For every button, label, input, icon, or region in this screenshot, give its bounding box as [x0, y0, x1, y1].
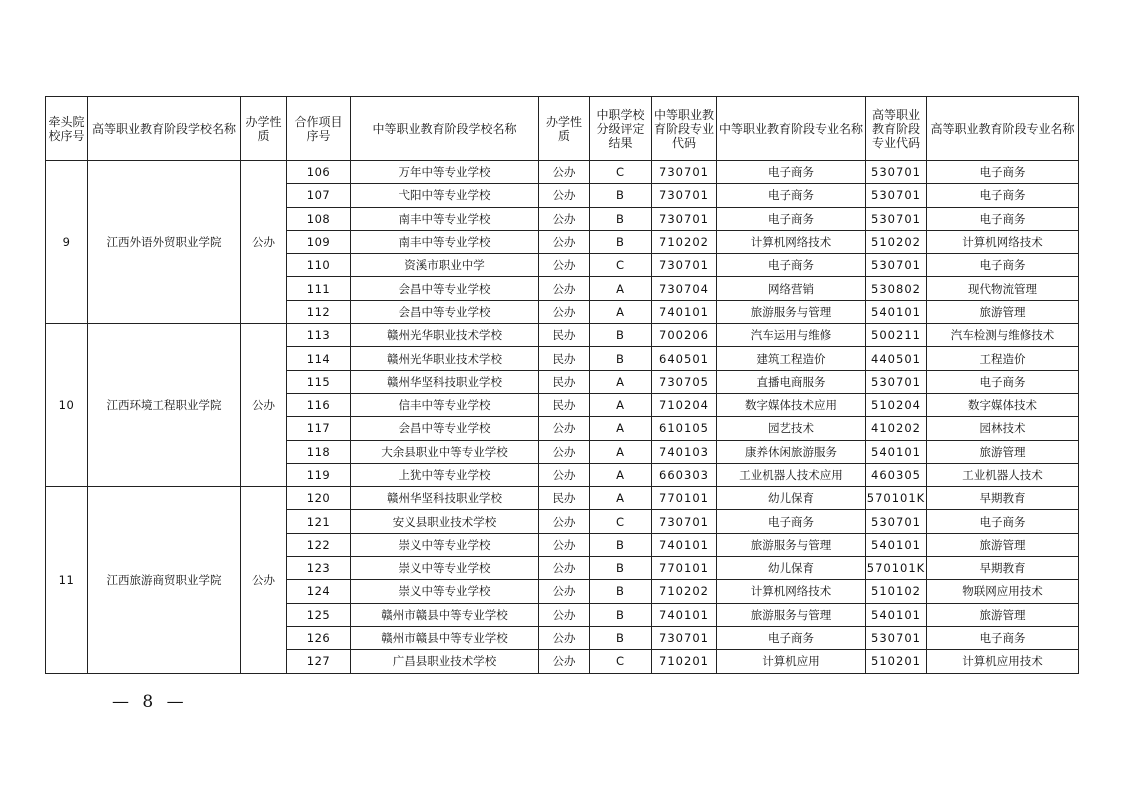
- high-code-cell: 510204: [866, 393, 927, 416]
- high-code-cell: 510102: [866, 580, 927, 603]
- mid-nature-cell: 公办: [539, 603, 590, 626]
- high-code-cell: 570101K: [866, 557, 927, 580]
- high-major-cell: 旅游管理: [927, 603, 1079, 626]
- project-id-cell: 118: [287, 440, 351, 463]
- mid-major-cell: 旅游服务与管理: [717, 533, 866, 556]
- high-code-cell: 440501: [866, 347, 927, 370]
- table-row: [46, 487, 1079, 510]
- grade-cell: B: [590, 603, 652, 626]
- high-code-cell: 570101K: [866, 487, 927, 510]
- project-id-cell: 117: [287, 417, 351, 440]
- grade-cell: B: [590, 230, 652, 253]
- mid-nature-cell: 公办: [539, 440, 590, 463]
- header-project-id: 合作项目序号: [287, 97, 351, 161]
- grade-cell: A: [590, 417, 652, 440]
- header-mid-nature: 办学性质: [539, 97, 590, 161]
- project-id-cell: 121: [287, 510, 351, 533]
- high-major-cell: 早期教育: [927, 557, 1079, 580]
- mid-major-cell: 电子商务: [717, 254, 866, 277]
- mid-code-cell: 730701: [652, 626, 717, 649]
- mid-school-cell: 大余县职业中等专业学校: [351, 440, 539, 463]
- project-id-cell: 115: [287, 370, 351, 393]
- mid-code-cell: 730705: [652, 370, 717, 393]
- high-major-cell: 电子商务: [927, 370, 1079, 393]
- mid-major-cell: 工业机器人技术应用: [717, 463, 866, 486]
- header-mid-major: 中等职业教育阶段专业名称: [717, 97, 866, 161]
- mid-school-cell: 赣州光华职业技术学校: [351, 347, 539, 370]
- mid-school-cell: 崇义中等专业学校: [351, 557, 539, 580]
- mid-nature-cell: 民办: [539, 487, 590, 510]
- mid-code-cell: 740101: [652, 533, 717, 556]
- high-major-cell: 物联网应用技术: [927, 580, 1079, 603]
- mid-nature-cell: 公办: [539, 277, 590, 300]
- grade-cell: C: [590, 254, 652, 277]
- high-major-cell: 电子商务: [927, 161, 1079, 184]
- higher-school-cell: 江西旅游商贸职业学院: [88, 487, 241, 673]
- header-high-major: 高等职业教育阶段专业名称: [927, 97, 1079, 161]
- high-major-cell: 工业机器人技术: [927, 463, 1079, 486]
- mid-major-cell: 幼儿保育: [717, 557, 866, 580]
- higher-nature-cell: 公办: [241, 487, 287, 673]
- high-major-cell: 旅游管理: [927, 533, 1079, 556]
- high-code-cell: 530701: [866, 254, 927, 277]
- higher-nature-cell: 公办: [241, 324, 287, 487]
- mid-school-cell: 赣州市赣县中等专业学校: [351, 603, 539, 626]
- mid-major-cell: 汽车运用与维修: [717, 324, 866, 347]
- header-higher-nature: 办学性质: [241, 97, 287, 161]
- grade-cell: B: [590, 324, 652, 347]
- mid-major-cell: 电子商务: [717, 161, 866, 184]
- mid-nature-cell: 公办: [539, 207, 590, 230]
- lead-seq-cell: 9: [46, 161, 88, 324]
- higher-nature-cell: 公办: [241, 161, 287, 324]
- grade-cell: C: [590, 510, 652, 533]
- mid-school-cell: 万年中等专业学校: [351, 161, 539, 184]
- mid-major-cell: 电子商务: [717, 207, 866, 230]
- mid-major-cell: 幼儿保育: [717, 487, 866, 510]
- high-code-cell: 530701: [866, 207, 927, 230]
- project-id-cell: 127: [287, 650, 351, 673]
- project-id-cell: 114: [287, 347, 351, 370]
- lead-seq-cell: 10: [46, 324, 88, 487]
- mid-code-cell: 640501: [652, 347, 717, 370]
- mid-code-cell: 740101: [652, 300, 717, 323]
- high-code-cell: 530701: [866, 626, 927, 649]
- mid-school-cell: 赣州华坚科技职业学校: [351, 370, 539, 393]
- mid-major-cell: 计算机网络技术: [717, 580, 866, 603]
- mid-nature-cell: 公办: [539, 254, 590, 277]
- mid-nature-cell: 公办: [539, 230, 590, 253]
- grade-cell: A: [590, 277, 652, 300]
- mid-code-cell: 730701: [652, 184, 717, 207]
- mid-code-cell: 660303: [652, 463, 717, 486]
- mid-nature-cell: 公办: [539, 580, 590, 603]
- mid-major-cell: 计算机网络技术: [717, 230, 866, 253]
- mid-school-cell: 赣州华坚科技职业学校: [351, 487, 539, 510]
- lead-seq-cell: 11: [46, 487, 88, 673]
- mid-nature-cell: 公办: [539, 557, 590, 580]
- grade-cell: B: [590, 184, 652, 207]
- mid-school-cell: 崇义中等专业学校: [351, 580, 539, 603]
- project-id-cell: 116: [287, 393, 351, 416]
- high-code-cell: 540101: [866, 603, 927, 626]
- header-lead-seq: 牵头院校序号: [46, 97, 88, 161]
- mid-major-cell: 电子商务: [717, 510, 866, 533]
- project-id-cell: 124: [287, 580, 351, 603]
- mid-nature-cell: 公办: [539, 184, 590, 207]
- project-id-cell: 123: [287, 557, 351, 580]
- cooperation-table: [45, 96, 1079, 674]
- high-code-cell: 530701: [866, 161, 927, 184]
- project-id-cell: 110: [287, 254, 351, 277]
- header-grade: 中职学校分级评定结果: [590, 97, 652, 161]
- high-major-cell: 数字媒体技术: [927, 393, 1079, 416]
- mid-code-cell: 730704: [652, 277, 717, 300]
- high-code-cell: 510202: [866, 230, 927, 253]
- mid-school-cell: 崇义中等专业学校: [351, 533, 539, 556]
- mid-code-cell: 730701: [652, 207, 717, 230]
- mid-code-cell: 770101: [652, 557, 717, 580]
- mid-major-cell: 计算机应用: [717, 650, 866, 673]
- mid-school-cell: 会昌中等专业学校: [351, 277, 539, 300]
- mid-code-cell: 730701: [652, 510, 717, 533]
- mid-code-cell: 710202: [652, 230, 717, 253]
- mid-major-cell: 电子商务: [717, 626, 866, 649]
- grade-cell: C: [590, 161, 652, 184]
- mid-school-cell: 赣州光华职业技术学校: [351, 324, 539, 347]
- high-code-cell: 540101: [866, 533, 927, 556]
- mid-major-cell: 电子商务: [717, 184, 866, 207]
- project-id-cell: 108: [287, 207, 351, 230]
- high-code-cell: 530701: [866, 370, 927, 393]
- high-major-cell: 电子商务: [927, 184, 1079, 207]
- high-code-cell: 530802: [866, 277, 927, 300]
- mid-code-cell: 700206: [652, 324, 717, 347]
- table-row: [46, 324, 1079, 347]
- high-code-cell: 510201: [866, 650, 927, 673]
- mid-school-cell: 安义县职业技术学校: [351, 510, 539, 533]
- mid-nature-cell: 公办: [539, 533, 590, 556]
- project-id-cell: 109: [287, 230, 351, 253]
- grade-cell: A: [590, 440, 652, 463]
- high-code-cell: 460305: [866, 463, 927, 486]
- grade-cell: A: [590, 463, 652, 486]
- mid-major-cell: 旅游服务与管理: [717, 603, 866, 626]
- high-code-cell: 410202: [866, 417, 927, 440]
- high-major-cell: 电子商务: [927, 254, 1079, 277]
- mid-code-cell: 610105: [652, 417, 717, 440]
- mid-nature-cell: 民办: [539, 347, 590, 370]
- grade-cell: B: [590, 626, 652, 649]
- high-major-cell: 电子商务: [927, 207, 1079, 230]
- high-code-cell: 530701: [866, 510, 927, 533]
- header-row: [46, 97, 1079, 161]
- mid-major-cell: 网络营销: [717, 277, 866, 300]
- mid-code-cell: 770101: [652, 487, 717, 510]
- mid-nature-cell: 公办: [539, 300, 590, 323]
- mid-nature-cell: 民办: [539, 324, 590, 347]
- mid-code-cell: 710204: [652, 393, 717, 416]
- grade-cell: C: [590, 650, 652, 673]
- high-code-cell: 530701: [866, 184, 927, 207]
- mid-code-cell: 740101: [652, 603, 717, 626]
- project-id-cell: 111: [287, 277, 351, 300]
- mid-nature-cell: 公办: [539, 510, 590, 533]
- mid-code-cell: 730701: [652, 161, 717, 184]
- grade-cell: B: [590, 533, 652, 556]
- mid-major-cell: 旅游服务与管理: [717, 300, 866, 323]
- higher-school-cell: 江西环境工程职业学院: [88, 324, 241, 487]
- mid-school-cell: 上犹中等专业学校: [351, 463, 539, 486]
- mid-nature-cell: 公办: [539, 626, 590, 649]
- project-id-cell: 112: [287, 300, 351, 323]
- page-number: — 8 —: [112, 692, 188, 712]
- table-body: [46, 161, 1079, 674]
- high-major-cell: 计算机网络技术: [927, 230, 1079, 253]
- high-major-cell: 汽车检测与维修技术: [927, 324, 1079, 347]
- mid-school-cell: 南丰中等专业学校: [351, 207, 539, 230]
- project-id-cell: 113: [287, 324, 351, 347]
- project-id-cell: 119: [287, 463, 351, 486]
- mid-school-cell: 资溪市职业中学: [351, 254, 539, 277]
- high-major-cell: 旅游管理: [927, 440, 1079, 463]
- mid-code-cell: 740103: [652, 440, 717, 463]
- mid-code-cell: 710202: [652, 580, 717, 603]
- grade-cell: B: [590, 557, 652, 580]
- mid-major-cell: 康养休闲旅游服务: [717, 440, 866, 463]
- mid-school-cell: 赣州市赣县中等专业学校: [351, 626, 539, 649]
- grade-cell: B: [590, 347, 652, 370]
- mid-nature-cell: 公办: [539, 417, 590, 440]
- project-id-cell: 107: [287, 184, 351, 207]
- high-major-cell: 园林技术: [927, 417, 1079, 440]
- project-id-cell: 122: [287, 533, 351, 556]
- mid-school-cell: 信丰中等专业学校: [351, 393, 539, 416]
- grade-cell: B: [590, 207, 652, 230]
- mid-school-cell: 会昌中等专业学校: [351, 300, 539, 323]
- high-code-cell: 540101: [866, 300, 927, 323]
- mid-nature-cell: 公办: [539, 650, 590, 673]
- grade-cell: A: [590, 300, 652, 323]
- header-higher-school: 高等职业教育阶段学校名称: [88, 97, 241, 161]
- mid-school-cell: 南丰中等专业学校: [351, 230, 539, 253]
- mid-major-cell: 园艺技术: [717, 417, 866, 440]
- mid-major-cell: 数字媒体技术应用: [717, 393, 866, 416]
- high-major-cell: 电子商务: [927, 626, 1079, 649]
- high-major-cell: 现代物流管理: [927, 277, 1079, 300]
- high-major-cell: 工程造价: [927, 347, 1079, 370]
- project-id-cell: 120: [287, 487, 351, 510]
- header-high-code: 高等职业教育阶段专业代码: [866, 97, 927, 161]
- high-major-cell: 计算机应用技术: [927, 650, 1079, 673]
- grade-cell: A: [590, 487, 652, 510]
- high-major-cell: 早期教育: [927, 487, 1079, 510]
- mid-major-cell: 建筑工程造价: [717, 347, 866, 370]
- table-row: [46, 161, 1079, 184]
- project-id-cell: 125: [287, 603, 351, 626]
- high-major-cell: 电子商务: [927, 510, 1079, 533]
- mid-major-cell: 直播电商服务: [717, 370, 866, 393]
- mid-code-cell: 710201: [652, 650, 717, 673]
- grade-cell: A: [590, 393, 652, 416]
- mid-nature-cell: 公办: [539, 161, 590, 184]
- project-id-cell: 126: [287, 626, 351, 649]
- header-mid-school: 中等职业教育阶段学校名称: [351, 97, 539, 161]
- header-mid-code: 中等职业教育阶段专业代码: [652, 97, 717, 161]
- high-code-cell: 500211: [866, 324, 927, 347]
- grade-cell: A: [590, 370, 652, 393]
- mid-nature-cell: 民办: [539, 370, 590, 393]
- grade-cell: B: [590, 580, 652, 603]
- high-code-cell: 540101: [866, 440, 927, 463]
- mid-school-cell: 广昌县职业技术学校: [351, 650, 539, 673]
- mid-nature-cell: 公办: [539, 463, 590, 486]
- mid-school-cell: 弋阳中等专业学校: [351, 184, 539, 207]
- mid-code-cell: 730701: [652, 254, 717, 277]
- higher-school-cell: 江西外语外贸职业学院: [88, 161, 241, 324]
- high-major-cell: 旅游管理: [927, 300, 1079, 323]
- mid-school-cell: 会昌中等专业学校: [351, 417, 539, 440]
- mid-nature-cell: 民办: [539, 393, 590, 416]
- project-id-cell: 106: [287, 161, 351, 184]
